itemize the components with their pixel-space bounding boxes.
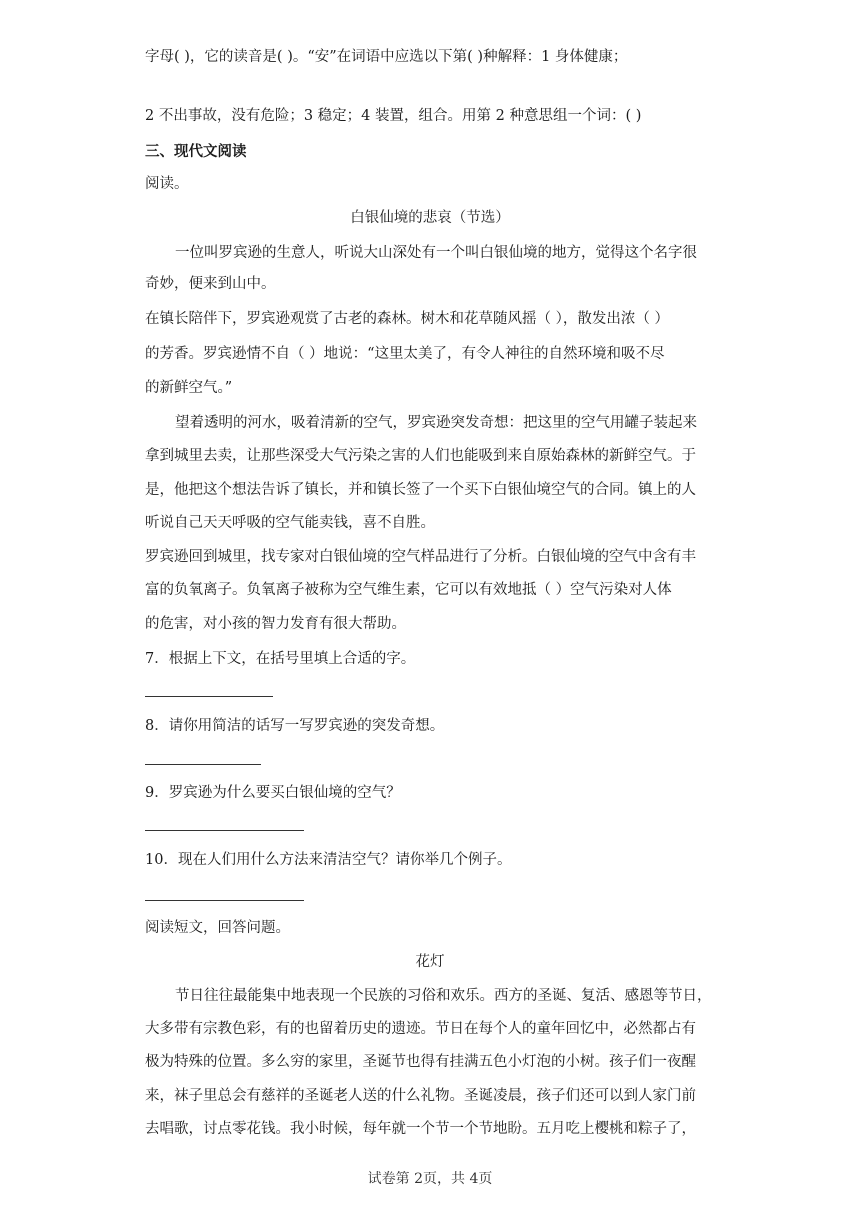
question-7: 7．根据上下文，在括号里填上合适的字。 bbox=[145, 651, 416, 667]
answer-line-8[interactable] bbox=[145, 764, 261, 765]
passage-line: 富的负氧离子。负氧离子被称为空气维生素，它可以有效地抵（ ）空气污染对人体 bbox=[145, 582, 672, 598]
question-8: 8．请你用简洁的话写一写罗宾逊的突发奇想。 bbox=[145, 718, 445, 734]
passage-line: 来，袜子里总会有慈祥的圣诞老人送的什么礼物。圣诞凌晨，孩子们还可以到人家门前 bbox=[145, 1088, 696, 1104]
passage-line: 望着透明的河水，吸着清新的空气，罗宾逊突发奇想：把这里的空气用罐子装起来 bbox=[175, 415, 697, 431]
passage-line: 奇妙，便来到山中。 bbox=[145, 276, 276, 292]
text-line: 字母( )，它的读音是( )。“安”在词语中应选以下第( )种解释：1 身体健康； bbox=[145, 49, 628, 65]
passage-line: 罗宾逊回到城里，找专家对白银仙境的空气样品进行了分析。白银仙境的空气中含有丰 bbox=[145, 549, 696, 565]
answer-line-9[interactable] bbox=[145, 830, 304, 831]
passage-line: 一位叫罗宾逊的生意人，听说大山深处有一个叫白银仙境的地方，觉得这个名字很 bbox=[175, 245, 697, 261]
passage-line: 的芳香。罗宾逊情不自（ ）地说：“这里太美了，有令人神往的自然环境和吸不尽 bbox=[145, 346, 665, 362]
passage-line: 极为特殊的位置。多么穷的家里，圣诞节也得有挂满五色小灯泡的小树。孩子们一夜醒 bbox=[145, 1054, 696, 1070]
instruction: 阅读。 bbox=[145, 176, 189, 192]
passage-line: 拿到城里去卖，让那些深受大气污染之害的人们也能吸到来自原始森林的新鲜空气。于 bbox=[145, 448, 696, 464]
passage-line: 去唱歌，讨点零花钱。我小时候，每年就一个节一个节地盼。五月吃上樱桃和粽子了， bbox=[145, 1121, 696, 1137]
text-line: 2 不出事故，没有危险；3 稳定；4 装置，组合。用第 2 种意思组一个词：( ) bbox=[145, 108, 642, 124]
section-heading: 三、现代文阅读 bbox=[145, 143, 247, 160]
answer-line-7[interactable] bbox=[145, 696, 273, 697]
passage-line: 听说自己天天呼吸的空气能卖钱，喜不自胜。 bbox=[145, 515, 435, 531]
answer-line-10[interactable] bbox=[145, 900, 304, 901]
question-9: 9．罗宾逊为什么要买白银仙境的空气？ bbox=[145, 785, 401, 801]
passage-title: 白银仙境的悲哀（节选） bbox=[350, 210, 510, 226]
question-10: 10．现在人们用什么方法来清洁空气？请你举几个例子。 bbox=[145, 852, 512, 868]
passage-line: 是，他把这个想法告诉了镇长，并和镇长签了一个买下白银仙境空气的合同。镇上的人 bbox=[145, 482, 696, 498]
page-footer: 试卷第 2页，共 4页 bbox=[367, 1171, 493, 1187]
passage-line: 在镇长陪伴下，罗宾逊观赏了古老的森林。树木和花草随风摇（ ），散发出浓（ ） bbox=[145, 311, 669, 327]
passage-line: 大多带有宗教色彩，有的也留着历史的遗迹。节日在每个人的童年回忆中，必然都占有 bbox=[145, 1021, 696, 1037]
passage-line: 的危害，对小孩的智力发育有很大帮助。 bbox=[145, 616, 406, 632]
passage-line: 的新鲜空气。” bbox=[145, 380, 233, 396]
passage-line: 节日往往最能集中地表现一个民族的习俗和欢乐。西方的圣诞、复活、感恩等节日， bbox=[175, 988, 712, 1004]
passage-title: 花灯 bbox=[415, 954, 445, 970]
instruction: 阅读短文，回答问题。 bbox=[145, 920, 290, 936]
